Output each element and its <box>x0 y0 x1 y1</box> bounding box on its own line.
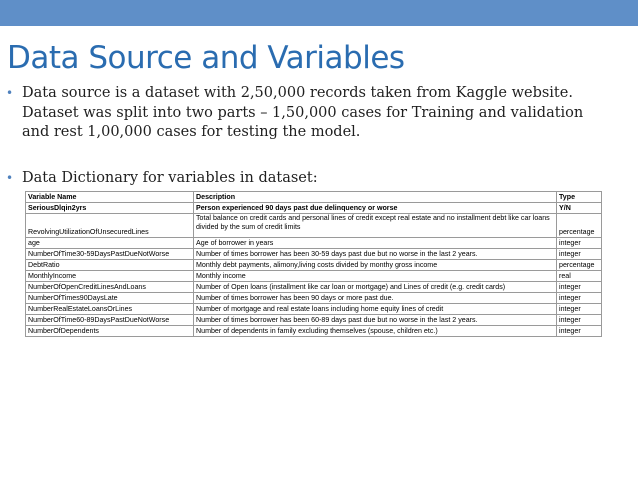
cell-description: Age of borrower in years <box>194 238 557 249</box>
table-row <box>26 238 602 249</box>
table-row <box>26 304 602 315</box>
cell-type: percentage <box>557 214 602 238</box>
cell-type: integer <box>557 326 602 337</box>
cell-description: Monthly income <box>194 271 557 282</box>
table-row <box>26 293 602 304</box>
top-accent-bar <box>0 0 638 26</box>
cell-type: percentage <box>557 260 602 271</box>
table-row <box>26 260 602 271</box>
table-row <box>26 249 602 260</box>
table-row <box>26 326 602 337</box>
bullet-list <box>6 84 626 186</box>
cell-type: real <box>557 271 602 282</box>
cell-variable-name: NumberOfTimes90DaysLate <box>26 293 194 304</box>
table-row <box>26 214 602 238</box>
cell-variable-name: NumberOfOpenCreditLinesAndLoans <box>26 282 194 293</box>
table-row <box>26 271 602 282</box>
cell-variable-name: MonthlyIncome <box>26 271 194 282</box>
cell-variable-name: NumberOfTime30-59DaysPastDueNotWorse <box>26 249 194 260</box>
cell-type: integer <box>557 293 602 304</box>
cell-description: Number of dependents in family excluding themselves (spouse, children etc.) <box>194 326 557 337</box>
cell-description: Person experienced 90 days past due delinquency or worse <box>194 203 557 214</box>
bullet-dot-icon: • <box>6 86 14 100</box>
bullet-item-data-source <box>6 84 597 143</box>
bullet-dot-icon: • <box>6 171 14 185</box>
cell-variable-name: NumberRealEstateLoansOrLines <box>26 304 194 315</box>
cell-description: Monthly debt payments, alimony,living costs divided by monthy gross income <box>194 260 557 271</box>
cell-variable-name: age <box>26 238 194 249</box>
cell-type: integer <box>557 249 602 260</box>
header-type: Type <box>557 192 602 203</box>
bullet-text: Data Dictionary for variables in dataset: <box>22 170 318 186</box>
table-header-row <box>26 192 602 203</box>
cell-type: integer <box>557 315 602 326</box>
cell-variable-name: SeriousDlqin2yrs <box>26 203 194 214</box>
cell-type: integer <box>557 238 602 249</box>
cell-description: Total balance on credit cards and personal lines of credit except real estate and no installment debt like car loans divided by the sum of credit limits <box>194 214 557 238</box>
cell-variable-name: DebtRatio <box>26 260 194 271</box>
cell-type: integer <box>557 304 602 315</box>
table-row <box>26 315 602 326</box>
header-description: Description <box>194 192 557 203</box>
cell-variable-name: NumberOfTime60-89DaysPastDueNotWorse <box>26 315 194 326</box>
data-dictionary-table <box>25 191 602 337</box>
bullet-text: Data source is a dataset with 2,50,000 records taken from Kaggle website. Dataset was split into two parts – 1,50,000 cases for Training and validation and rest 1,00,000 cases for testing the model. <box>22 85 584 140</box>
cell-description: Number of times borrower has been 60-89 days past due but no worse in the last 2 years. <box>194 315 557 326</box>
cell-description: Number of mortgage and real estate loans including home equity lines of credit <box>194 304 557 315</box>
cell-type: integer <box>557 282 602 293</box>
cell-variable-name: NumberOfDependents <box>26 326 194 337</box>
table-row <box>26 203 602 214</box>
cell-description: Number of times borrower has been 30-59 days past due but no worse in the last 2 years. <box>194 249 557 260</box>
cell-variable-name: RevolvingUtilizationOfUnsecuredLines <box>26 214 194 238</box>
header-variable-name: Variable Name <box>26 192 194 203</box>
table-row <box>26 282 602 293</box>
cell-description: Number of times borrower has been 90 days or more past due. <box>194 293 557 304</box>
cell-type: Y/N <box>557 203 602 214</box>
slide-title: Data Source and Variables <box>7 40 405 76</box>
cell-description: Number of Open loans (installment like car loan or mortgage) and Lines of credit (e.g. credit cards) <box>194 282 557 293</box>
bullet-item-data-dictionary <box>6 169 318 189</box>
